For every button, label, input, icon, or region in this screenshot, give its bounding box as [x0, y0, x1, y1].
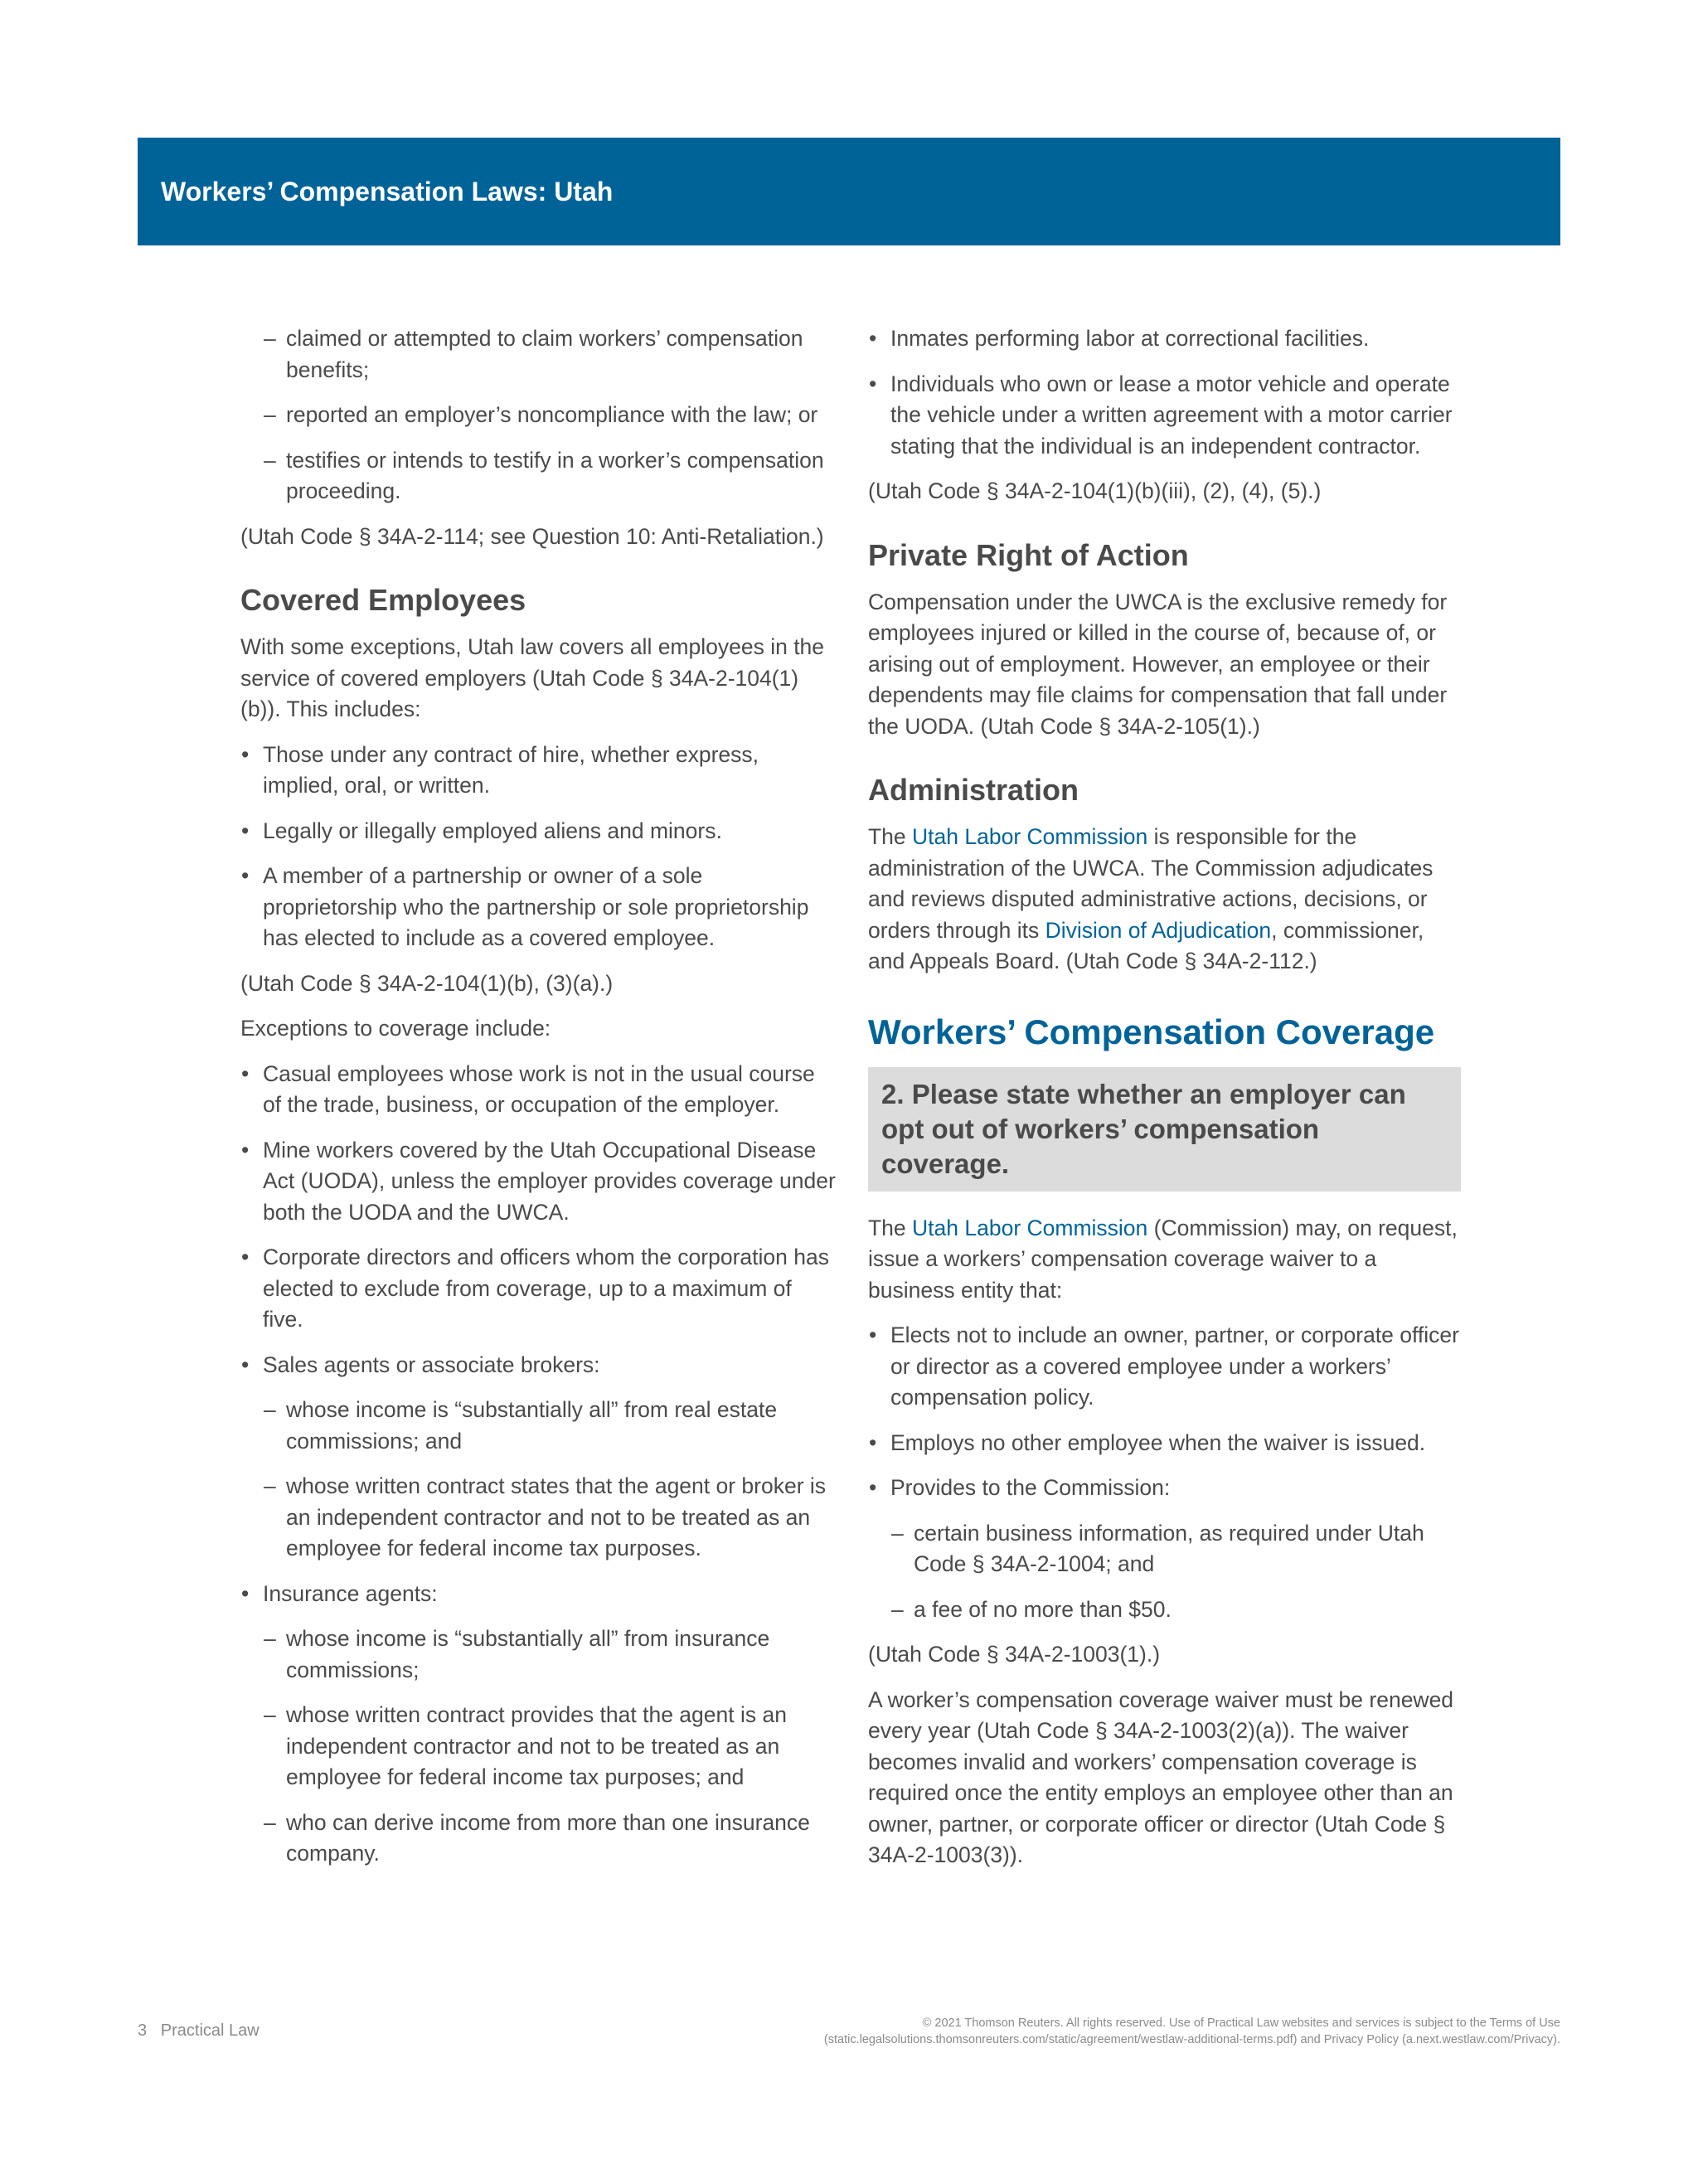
list-item: • Casual employees whose work is not in the usual course of the trade, business, or occupation of the employer.	[240, 1059, 837, 1121]
citation: (Utah Code § 34A-2-104(1)(b), (3)(a).)	[240, 970, 614, 996]
retaliation-dash-list	[264, 323, 837, 507]
utah-labor-commission-link[interactable]: Utah Labor Commission	[912, 824, 1148, 849]
text-run: (Commission) may, on request, issue a workers’ compensation coverage waiver to a business entity that:	[868, 1215, 1458, 1303]
list-item: – testifies or intends to testify in a worker’s compensation proceeding.	[264, 445, 837, 507]
top-bullet-list	[868, 323, 1461, 462]
private-right-text: Compensation under the UWCA is the exclusive remedy for employees injured or killed in the course of, because of, or arising out of employment. However, an employee or their dependents may file claims for compensation that fall under the UODA. (Utah Code § 34A-2-105(1).)	[868, 589, 1448, 739]
waiver-intro	[868, 1213, 1461, 1307]
private-right-heading: Private Right of Action	[868, 537, 1189, 572]
copyright-line: (static.legalsolutions.thomsonreuters.com/static/agreement/westlaw-additional-terms.pdf) and Privacy Policy (a.next.westlaw.com/Privacy).	[823, 2033, 1560, 2046]
text-run: The	[868, 824, 913, 849]
list-item: • Provides to the Commission:	[868, 1473, 1461, 1504]
list-item: – certain business information, as required under Utah Code § 34A-2-1004; and	[891, 1518, 1461, 1580]
citation: (Utah Code § 34A-2-114; see Question 10: Anti-Retaliation.)	[240, 523, 824, 549]
list-item: – claimed or attempted to claim workers’ compensation benefits;	[264, 323, 837, 386]
list-item: • A member of a partnership or owner of a sole proprietorship who the partnership or sole proprietorship has elected to include as a covered employee.	[240, 861, 837, 954]
covered-bullet-list	[240, 740, 837, 954]
list-item: • Legally or illegally employed aliens and minors.	[240, 816, 837, 847]
footer-page-label	[138, 2021, 260, 2041]
page-number: 3	[138, 2021, 148, 2040]
citation: (Utah Code § 34A-2-1003(1).)	[868, 1642, 1161, 1667]
list-item: • Those under any contract of hire, whether express, implied, oral, or written.	[240, 740, 837, 802]
right-column	[868, 323, 1461, 1886]
list-item: • Employs no other employee when the waiver is issued.	[868, 1428, 1461, 1459]
footer-brand: Practical Law	[160, 2021, 260, 2040]
sales-dash-list	[264, 1395, 837, 1565]
list-item: • Mine workers covered by the Utah Occupational Disease Act (UODA), unless the employer provides coverage under both the UODA and the UWCA.	[240, 1135, 837, 1229]
list-item: • Corporate directors and officers whom the corporation has elected to exclude from coverage, up to a maximum of five.	[240, 1242, 837, 1336]
covered-employees-heading: Covered Employees	[240, 583, 526, 617]
administration-text	[868, 822, 1461, 978]
waiver-bullet-list	[868, 1320, 1461, 1504]
waiver-dash-list	[891, 1518, 1461, 1626]
list-item: – whose written contract states that the agent or broker is an independent contractor and not to be treated as an employee for federal income tax purposes.	[264, 1471, 837, 1565]
covered-intro: With some exceptions, Utah law covers all employees in the service of covered employers (Utah Code § 34A-2-104(1)(b)). This includes:	[240, 634, 825, 721]
header-title: Workers’ Compensation Laws: Utah	[161, 176, 614, 206]
administration-heading: Administration	[868, 773, 1079, 807]
renewal-text: A worker’s compensation coverage waiver must be renewed every year (Utah Code § 34A-2-1003(2)(a)). The waiver becomes invalid and workers’ compensation coverage is required once the entity employs an employee other than an owner, partner, or corporate officer or director (Utah Code § 34A-2-1003(3)).	[868, 1687, 1454, 1867]
list-item: • Insurance agents:	[240, 1579, 837, 1610]
insurance-dash-list	[264, 1623, 837, 1870]
left-column	[240, 323, 837, 1884]
list-item: • Individuals who own or lease a motor vehicle and operate the vehicle under a written agreement with a motor carrier stating that the individual is an independent contractor.	[868, 369, 1461, 463]
insurance-bullet-list	[240, 1579, 837, 1610]
citation: (Utah Code § 34A-2-104(1)(b)(iii), (2), (4), (5).)	[868, 478, 1322, 503]
text-run: The	[868, 1215, 913, 1240]
list-item: – reported an employer’s noncompliance with the law; or	[264, 400, 837, 431]
list-item: – whose income is “substantially all” from insurance commissions;	[264, 1623, 837, 1686]
utah-labor-commission-link[interactable]: Utah Labor Commission	[912, 1215, 1148, 1240]
list-item: • Inmates performing labor at correctional facilities.	[868, 323, 1461, 355]
list-item: • Elects not to include an owner, partner, or corporate officer or director as a covered employee under a workers’ compensation policy.	[868, 1320, 1461, 1414]
text-run: , commissioner, and Appeals Board. (Utah Code § 34A-2-112.)	[868, 917, 1424, 973]
list-item: – whose written contract provides that the agent is an independent contractor and not to be treated as an employee for federal income tax purposes; and	[264, 1700, 837, 1793]
exceptions-bullet-list	[240, 1059, 837, 1381]
list-item: – who can derive income from more than one insurance company.	[264, 1808, 837, 1870]
header-bar	[138, 138, 1560, 245]
coverage-section-heading: Workers’ Compensation Coverage	[868, 1012, 1435, 1051]
copyright-line: © 2021 Thomson Reuters. All rights reserved. Use of Practical Law websites and services is subject to the Terms of Use	[922, 2017, 1560, 2030]
list-item: – whose income is “substantially all” from real estate commissions; and	[264, 1395, 837, 1457]
footer-copyright	[565, 2015, 1560, 2048]
list-item: – a fee of no more than $50.	[891, 1594, 1461, 1626]
text-run: is responsible for the administration of the UWCA. The Commission adjudicates and reviews disputed administrative actions, decisions, or orders through its	[868, 824, 1434, 943]
question-box: 2. Please state whether an employer can opt out of workers’ compensation coverage.	[868, 1067, 1461, 1191]
list-item: • Sales agents or associate brokers:	[240, 1350, 837, 1381]
exceptions-intro: Exceptions to coverage include:	[240, 1016, 551, 1041]
division-of-adjudication-link[interactable]: Division of Adjudication	[1045, 917, 1272, 943]
